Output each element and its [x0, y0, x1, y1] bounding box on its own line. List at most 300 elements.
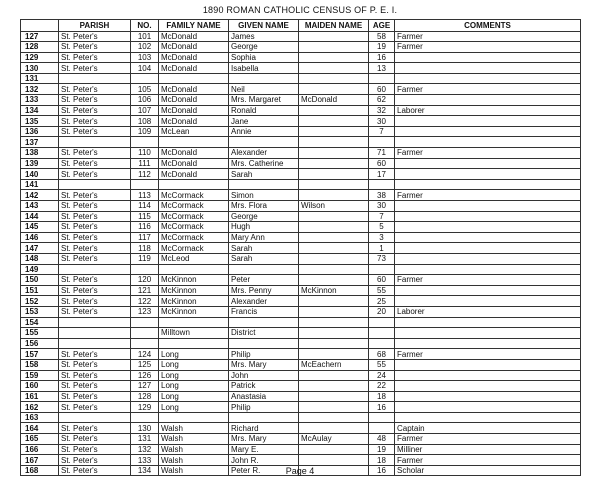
cell-given-name: Mrs. Flora: [229, 201, 299, 212]
cell-parish: St. Peter's: [59, 402, 131, 413]
cell-age: [369, 73, 395, 84]
cell-age: 24: [369, 370, 395, 381]
cell-comments: Farmer: [395, 275, 581, 286]
cell-record-number: [131, 179, 159, 190]
cell-maiden-name: [299, 179, 369, 190]
cell-age: 1: [369, 243, 395, 254]
cell-maiden-name: McAulay: [299, 434, 369, 445]
table-row: [21, 42, 581, 53]
cell-maiden-name: [299, 370, 369, 381]
cell-row-number: 157: [21, 349, 59, 360]
cell-age: 16: [369, 465, 395, 476]
cell-row-number: 142: [21, 190, 59, 201]
header-row: [21, 20, 581, 32]
cell-comments: [395, 296, 581, 307]
cell-given-name: Annie: [229, 126, 299, 137]
cell-row-number: 131: [21, 73, 59, 84]
cell-family-name: McLean: [159, 126, 229, 137]
cell-row-number: 135: [21, 116, 59, 127]
cell-family-name: McKinnon: [159, 285, 229, 296]
cell-maiden-name: [299, 31, 369, 42]
cell-parish: St. Peter's: [59, 349, 131, 360]
cell-age: 18: [369, 455, 395, 466]
cell-comments: [395, 381, 581, 392]
cell-family-name: [159, 264, 229, 275]
cell-maiden-name: [299, 169, 369, 180]
cell-family-name: Long: [159, 381, 229, 392]
cell-record-number: 105: [131, 84, 159, 95]
cell-record-number: 111: [131, 158, 159, 169]
cell-parish: [59, 264, 131, 275]
cell-comments: [395, 328, 581, 339]
cell-given-name: Isabella: [229, 63, 299, 74]
cell-comments: Farmer: [395, 349, 581, 360]
cell-family-name: Walsh: [159, 434, 229, 445]
table-row: [21, 423, 581, 434]
cell-record-number: [131, 328, 159, 339]
cell-age: [369, 264, 395, 275]
cell-parish: St. Peter's: [59, 381, 131, 392]
cell-parish: St. Peter's: [59, 455, 131, 466]
census-rows: [21, 31, 581, 476]
cell-record-number: 128: [131, 391, 159, 402]
cell-given-name: Neil: [229, 84, 299, 95]
cell-comments: [395, 211, 581, 222]
cell-given-name: Richard: [229, 423, 299, 434]
cell-age: 19: [369, 42, 395, 53]
cell-record-number: 123: [131, 306, 159, 317]
cell-record-number: 129: [131, 402, 159, 413]
cell-given-name: Mary Ann: [229, 232, 299, 243]
cell-record-number: 121: [131, 285, 159, 296]
cell-parish: St. Peter's: [59, 158, 131, 169]
cell-comments: [395, 402, 581, 413]
cell-record-number: 110: [131, 148, 159, 159]
cell-comments: Scholar: [395, 465, 581, 476]
table-row: [21, 253, 581, 264]
table-row: [21, 412, 581, 423]
cell-record-number: 130: [131, 423, 159, 434]
cell-maiden-name: [299, 317, 369, 328]
cell-given-name: Anastasia: [229, 391, 299, 402]
cell-age: 16: [369, 52, 395, 63]
table-row: [21, 31, 581, 42]
cell-parish: St. Peter's: [59, 222, 131, 233]
table-row: [21, 211, 581, 222]
cell-record-number: 113: [131, 190, 159, 201]
cell-given-name: Alexander: [229, 296, 299, 307]
cell-given-name: [229, 73, 299, 84]
cell-given-name: Hugh: [229, 222, 299, 233]
cell-row-number: 146: [21, 232, 59, 243]
table-row: [21, 190, 581, 201]
cell-maiden-name: [299, 444, 369, 455]
column-header-row-number: [21, 20, 59, 32]
table-row: [21, 105, 581, 116]
cell-parish: [59, 73, 131, 84]
cell-given-name: Sarah: [229, 243, 299, 254]
cell-age: 20: [369, 306, 395, 317]
cell-given-name: Francis: [229, 306, 299, 317]
cell-given-name: Ronald: [229, 105, 299, 116]
cell-record-number: 125: [131, 359, 159, 370]
cell-given-name: Mrs. Catherine: [229, 158, 299, 169]
cell-given-name: [229, 264, 299, 275]
cell-parish: St. Peter's: [59, 391, 131, 402]
cell-comments: [395, 338, 581, 349]
cell-row-number: 162: [21, 402, 59, 413]
cell-parish: [59, 412, 131, 423]
cell-age: 3: [369, 232, 395, 243]
cell-row-number: 150: [21, 275, 59, 286]
cell-age: 18: [369, 391, 395, 402]
table-row: [21, 158, 581, 169]
cell-given-name: Simon: [229, 190, 299, 201]
cell-comments: [395, 52, 581, 63]
cell-comments: [395, 370, 581, 381]
table-row: [21, 52, 581, 63]
table-row: [21, 349, 581, 360]
cell-age: 60: [369, 275, 395, 286]
cell-maiden-name: [299, 148, 369, 159]
table-row: [21, 455, 581, 466]
cell-age: [369, 412, 395, 423]
cell-parish: St. Peter's: [59, 359, 131, 370]
cell-row-number: 149: [21, 264, 59, 275]
cell-comments: [395, 317, 581, 328]
cell-parish: St. Peter's: [59, 243, 131, 254]
cell-given-name: Jane: [229, 116, 299, 127]
table-row: [21, 84, 581, 95]
cell-parish: St. Peter's: [59, 306, 131, 317]
cell-parish: St. Peter's: [59, 296, 131, 307]
cell-family-name: McDonald: [159, 116, 229, 127]
cell-row-number: 132: [21, 84, 59, 95]
cell-row-number: 137: [21, 137, 59, 148]
table-row: [21, 179, 581, 190]
cell-record-number: 103: [131, 52, 159, 63]
cell-parish: St. Peter's: [59, 31, 131, 42]
cell-family-name: Long: [159, 359, 229, 370]
column-header-age: AGE: [369, 20, 395, 32]
cell-age: 48: [369, 434, 395, 445]
cell-age: 19: [369, 444, 395, 455]
cell-comments: Farmer: [395, 84, 581, 95]
cell-record-number: [131, 338, 159, 349]
cell-comments: Farmer: [395, 42, 581, 53]
cell-record-number: 119: [131, 253, 159, 264]
table-row: [21, 169, 581, 180]
table-row: [21, 391, 581, 402]
cell-maiden-name: [299, 412, 369, 423]
cell-record-number: 102: [131, 42, 159, 53]
cell-given-name: Mrs. Penny: [229, 285, 299, 296]
cell-maiden-name: [299, 222, 369, 233]
cell-comments: Farmer: [395, 455, 581, 466]
cell-row-number: 159: [21, 370, 59, 381]
cell-record-number: [131, 264, 159, 275]
cell-maiden-name: [299, 190, 369, 201]
cell-comments: [395, 253, 581, 264]
cell-comments: [395, 285, 581, 296]
table-row: [21, 148, 581, 159]
table-row: [21, 317, 581, 328]
cell-comments: Captain: [395, 423, 581, 434]
cell-maiden-name: [299, 73, 369, 84]
cell-family-name: McLeod: [159, 253, 229, 264]
cell-family-name: Walsh: [159, 423, 229, 434]
cell-parish: St. Peter's: [59, 370, 131, 381]
cell-age: [369, 179, 395, 190]
cell-row-number: 168: [21, 465, 59, 476]
cell-family-name: McKinnon: [159, 275, 229, 286]
cell-maiden-name: [299, 275, 369, 286]
cell-comments: Farmer: [395, 31, 581, 42]
cell-age: 32: [369, 105, 395, 116]
cell-given-name: Mrs. Margaret: [229, 95, 299, 106]
table-row: [21, 73, 581, 84]
cell-row-number: 139: [21, 158, 59, 169]
cell-row-number: 153: [21, 306, 59, 317]
cell-record-number: [131, 412, 159, 423]
cell-record-number: [131, 317, 159, 328]
cell-maiden-name: [299, 126, 369, 137]
cell-family-name: Long: [159, 370, 229, 381]
column-header-maiden-name: MAIDEN NAME: [299, 20, 369, 32]
cell-age: 30: [369, 116, 395, 127]
cell-given-name: Mrs. Mary: [229, 359, 299, 370]
table-row: [21, 264, 581, 275]
cell-maiden-name: McDonald: [299, 95, 369, 106]
cell-parish: St. Peter's: [59, 285, 131, 296]
column-header-parish: PARISH: [59, 20, 131, 32]
cell-family-name: Long: [159, 391, 229, 402]
cell-record-number: 124: [131, 349, 159, 360]
page-number: Page 4: [285, 466, 315, 476]
cell-maiden-name: McEachern: [299, 359, 369, 370]
cell-family-name: McDonald: [159, 95, 229, 106]
cell-family-name: McKinnon: [159, 306, 229, 317]
cell-maiden-name: [299, 264, 369, 275]
cell-age: 7: [369, 126, 395, 137]
cell-comments: Milliner: [395, 444, 581, 455]
cell-family-name: [159, 412, 229, 423]
cell-family-name: McCormack: [159, 222, 229, 233]
cell-family-name: McDonald: [159, 52, 229, 63]
cell-age: 38: [369, 190, 395, 201]
cell-row-number: 151: [21, 285, 59, 296]
cell-comments: [395, 264, 581, 275]
cell-age: [369, 423, 395, 434]
cell-maiden-name: [299, 158, 369, 169]
cell-age: [369, 317, 395, 328]
cell-family-name: Walsh: [159, 444, 229, 455]
cell-row-number: 140: [21, 169, 59, 180]
cell-given-name: Mary E.: [229, 444, 299, 455]
cell-family-name: McDonald: [159, 158, 229, 169]
cell-row-number: 158: [21, 359, 59, 370]
cell-maiden-name: [299, 306, 369, 317]
cell-family-name: Walsh: [159, 465, 229, 476]
cell-family-name: [159, 73, 229, 84]
cell-family-name: McCormack: [159, 190, 229, 201]
cell-record-number: 118: [131, 243, 159, 254]
cell-comments: [395, 137, 581, 148]
cell-given-name: [229, 137, 299, 148]
cell-parish: [59, 317, 131, 328]
cell-family-name: [159, 338, 229, 349]
cell-comments: Laborer: [395, 105, 581, 116]
cell-row-number: 152: [21, 296, 59, 307]
table-row: [21, 434, 581, 445]
cell-age: 7: [369, 211, 395, 222]
cell-age: 60: [369, 158, 395, 169]
cell-age: 73: [369, 253, 395, 264]
table-row: [21, 116, 581, 127]
cell-record-number: 106: [131, 95, 159, 106]
cell-maiden-name: [299, 232, 369, 243]
census-table: [20, 19, 581, 476]
cell-comments: [395, 243, 581, 254]
cell-record-number: 109: [131, 126, 159, 137]
cell-record-number: 116: [131, 222, 159, 233]
cell-parish: St. Peter's: [59, 201, 131, 212]
cell-row-number: 141: [21, 179, 59, 190]
cell-parish: St. Peter's: [59, 190, 131, 201]
cell-comments: Farmer: [395, 148, 581, 159]
cell-maiden-name: [299, 116, 369, 127]
cell-row-number: 136: [21, 126, 59, 137]
cell-family-name: McCormack: [159, 211, 229, 222]
cell-comments: [395, 179, 581, 190]
cell-record-number: 101: [131, 31, 159, 42]
column-header-no: NO.: [131, 20, 159, 32]
cell-given-name: James: [229, 31, 299, 42]
cell-comments: [395, 359, 581, 370]
cell-comments: [395, 73, 581, 84]
cell-comments: [395, 222, 581, 233]
cell-parish: St. Peter's: [59, 105, 131, 116]
cell-parish: St. Peter's: [59, 126, 131, 137]
cell-age: 13: [369, 63, 395, 74]
table-row: [21, 243, 581, 254]
cell-maiden-name: [299, 455, 369, 466]
cell-maiden-name: [299, 105, 369, 116]
cell-given-name: Sarah: [229, 169, 299, 180]
cell-given-name: Sophia: [229, 52, 299, 63]
cell-parish: St. Peter's: [59, 211, 131, 222]
cell-given-name: Sarah: [229, 253, 299, 264]
cell-row-number: 164: [21, 423, 59, 434]
cell-maiden-name: Wilson: [299, 201, 369, 212]
cell-family-name: [159, 137, 229, 148]
cell-record-number: 134: [131, 465, 159, 476]
cell-age: [369, 338, 395, 349]
cell-comments: [395, 95, 581, 106]
cell-given-name: George: [229, 211, 299, 222]
table-row: [21, 328, 581, 339]
cell-comments: [395, 232, 581, 243]
cell-comments: [395, 169, 581, 180]
table-row: [21, 63, 581, 74]
cell-age: 55: [369, 285, 395, 296]
table-row: [21, 306, 581, 317]
cell-parish: St. Peter's: [59, 42, 131, 53]
cell-comments: [395, 116, 581, 127]
cell-given-name: Philip: [229, 349, 299, 360]
table-row: [21, 359, 581, 370]
cell-family-name: McDonald: [159, 31, 229, 42]
cell-maiden-name: [299, 84, 369, 95]
cell-given-name: [229, 338, 299, 349]
cell-family-name: [159, 317, 229, 328]
cell-parish: St. Peter's: [59, 63, 131, 74]
cell-parish: [59, 179, 131, 190]
cell-row-number: 145: [21, 222, 59, 233]
cell-row-number: 148: [21, 253, 59, 264]
cell-age: 5: [369, 222, 395, 233]
cell-row-number: 160: [21, 381, 59, 392]
cell-row-number: 143: [21, 201, 59, 212]
table-row: [21, 232, 581, 243]
cell-parish: St. Peter's: [59, 434, 131, 445]
cell-record-number: 126: [131, 370, 159, 381]
cell-parish: [59, 137, 131, 148]
table-row: [21, 222, 581, 233]
table-row: [21, 444, 581, 455]
cell-family-name: McCormack: [159, 232, 229, 243]
cell-comments: [395, 201, 581, 212]
cell-family-name: McKinnon: [159, 296, 229, 307]
cell-given-name: John: [229, 370, 299, 381]
cell-record-number: 127: [131, 381, 159, 392]
table-row: [21, 296, 581, 307]
cell-parish: St. Peter's: [59, 169, 131, 180]
cell-age: 55: [369, 359, 395, 370]
cell-parish: St. Peter's: [59, 84, 131, 95]
cell-record-number: 131: [131, 434, 159, 445]
cell-maiden-name: [299, 42, 369, 53]
table-row: [21, 370, 581, 381]
cell-family-name: McCormack: [159, 243, 229, 254]
column-header-comments: COMMENTS: [395, 20, 581, 32]
cell-age: 68: [369, 349, 395, 360]
cell-comments: [395, 412, 581, 423]
cell-parish: St. Peter's: [59, 423, 131, 434]
cell-parish: St. Peter's: [59, 232, 131, 243]
cell-record-number: [131, 137, 159, 148]
column-header-given-name: GIVEN NAME: [229, 20, 299, 32]
cell-given-name: Peter: [229, 275, 299, 286]
cell-record-number: 104: [131, 63, 159, 74]
cell-record-number: 115: [131, 211, 159, 222]
cell-age: 25: [369, 296, 395, 307]
cell-row-number: 138: [21, 148, 59, 159]
cell-maiden-name: [299, 137, 369, 148]
cell-row-number: 165: [21, 434, 59, 445]
cell-parish: St. Peter's: [59, 253, 131, 264]
cell-given-name: [229, 317, 299, 328]
cell-maiden-name: [299, 381, 369, 392]
table-row: [21, 285, 581, 296]
cell-parish: [59, 328, 131, 339]
cell-given-name: District: [229, 328, 299, 339]
cell-row-number: 127: [21, 31, 59, 42]
cell-age: 58: [369, 31, 395, 42]
cell-row-number: 163: [21, 412, 59, 423]
cell-parish: St. Peter's: [59, 95, 131, 106]
cell-row-number: 133: [21, 95, 59, 106]
